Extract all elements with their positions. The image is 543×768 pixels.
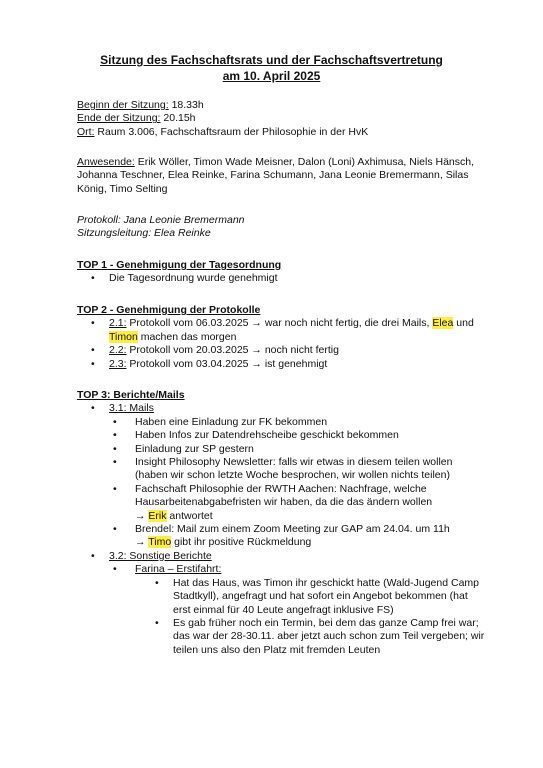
item-number: 2.1: [109,317,127,330]
highlight-name: Elea [432,317,454,330]
subsection-sonstige: 3.2: Sonstige Berichte [109,549,212,562]
item-text: Brendel: Mail zum einem Zoom Meeting zur GAP am 24.04. um 11h [135,523,450,536]
top3-section [77,389,517,657]
item-text: teilen uns also den Platz mit fremden Leuten [173,643,381,656]
list-item [77,429,517,442]
document-title [0,52,543,84]
list-item [77,456,517,483]
attendance-line-1 [77,156,497,169]
attendance-text-1: Erik Wöller, Timon Wade Meisner, Dalon (Loni) Axhimusa, Niels Hänsch, [134,156,475,168]
title-line-1: Sitzung des Fachschaftsrats und der Fachschaftsvertretung [100,53,443,67]
list-item [77,317,497,344]
bullet-icon: • [113,456,117,469]
bullet-icon: • [113,482,117,495]
item-text: Haben eine Einladung zur FK bekommen [135,415,328,428]
top1-item-text: Die Tagesordnung wurde genehmigt [109,272,278,285]
item-text: Hat das Haus, was Timon ihr geschickt hatte (Wald-Jugend Camp [173,576,479,589]
bullet-icon: • [155,576,159,589]
bullet-icon: • [91,357,95,370]
ende-label: Ende der Sitzung: [77,112,161,125]
list-item [77,402,517,415]
arrow-icon: → [135,536,149,549]
list-item [77,563,517,576]
bullet-icon: • [113,442,117,455]
bullet-icon: • [91,402,95,415]
item-text: Haben Infos zur Datendrehscheibe geschickt bekommen [135,429,399,442]
item-text: Insight Philosophy Newsletter: falls wir etwas in diesem teilen wollen [135,456,453,469]
item-text: (haben wir schon letzte Woche besprochen, wir wollen nichts teilen) [135,469,450,482]
protokoll-line: Protokoll: Jana Leonie Bremermann [77,214,245,226]
list-item [77,617,517,657]
item-text: antwortet [166,509,213,522]
top1-heading: TOP 1 - Genehmigung der Tagesordnung [77,259,282,271]
list-item [77,577,517,617]
arrow-icon: → [135,509,149,522]
bullet-icon: • [113,523,117,536]
bullet-icon: • [91,344,95,357]
item-text: Stadtkyll), angefragt und hat sofort ein Angebot bekommen (hat [173,590,468,603]
item-number: 2.3: [109,357,127,370]
list-item [77,416,517,429]
bullet-icon: • [113,429,117,442]
beginn-value: 18.33h [168,99,204,111]
bullet-icon: • [155,616,159,629]
item-text: Fachschaft Philosophie der RWTH Aachen: Nachfrage, welche [135,482,427,495]
item-number: 2.2: [109,344,127,357]
list-item [77,550,517,563]
item-text: Einladung zur SP gestern [135,442,254,455]
list-item [77,483,517,523]
item-text: Protokoll vom 20.03.2025 → noch nicht fertig [126,344,339,357]
bullet-icon: • [91,317,95,330]
ende-value: 20.15h [160,112,196,125]
roles [77,214,497,241]
attendance [77,156,497,196]
item-text: Protokoll vom 06.03.2025 → war noch nicht fertig, die drei Mails, [126,317,433,330]
list-item [77,358,497,371]
list-item [77,443,517,456]
ort-value: Raum 3.006, Fachschaftsraum der Philosophie in der HvK [94,125,369,138]
item-text: machen das morgen [137,330,237,343]
highlight-name: Timon [109,330,138,343]
list-item [77,523,517,550]
title-line-2: am 10. April 2025 [222,69,321,83]
bullet-icon: • [91,272,95,285]
top2-section [77,304,497,371]
highlight-name: Timo [148,536,172,549]
meta-beginn [77,99,497,112]
meta-ort [77,126,497,139]
farina-heading: Farina – Erstifahrt: [135,563,222,576]
item-text: und [453,317,474,330]
attendance-label: Anwesende: [77,156,135,168]
leitung-line: Sitzungsleitung: Elea Reinke [77,227,211,240]
list-item [77,272,497,285]
ort-label: Ort: [77,125,95,138]
top2-heading: TOP 2 - Genehmigung der Protokolle [77,304,261,316]
item-text: Hausarbeitenabgabefristen wir haben, da die das ändern wollen [135,496,433,509]
highlight-name: Erik [148,509,167,522]
item-text: erst einmal für 40 Leute angefragt inklusive FS) [173,603,394,616]
bullet-icon: • [113,415,117,428]
item-text: gibt ihr positive Rückmeldung [171,536,312,549]
top1-section [77,259,497,286]
list-item [77,344,497,357]
bullet-icon: • [91,549,95,562]
meeting-meta [77,99,497,139]
beginn-label: Beginn der Sitzung: [77,99,169,111]
item-text: das war der 28-30.11. aber jetzt auch schon zum Teil vergeben; wir [173,630,485,643]
top3-heading: TOP 3: Berichte/Mails [77,389,185,401]
meta-ende [77,112,497,125]
attendance-line-3: König, Timo Selting [77,182,168,195]
item-text: Protokoll vom 03.04.2025 → ist genehmigt [126,357,328,370]
bullet-icon: • [113,563,117,576]
attendance-line-2: Johanna Teschner, Elea Reinke, Farina Schumann, Jana Leonie Bremermann, Silas [77,169,469,182]
item-text: Es gab früher noch ein Termin, bei dem das ganze Camp frei war; [173,616,479,629]
subsection-mails: 3.1: Mails [109,402,154,415]
